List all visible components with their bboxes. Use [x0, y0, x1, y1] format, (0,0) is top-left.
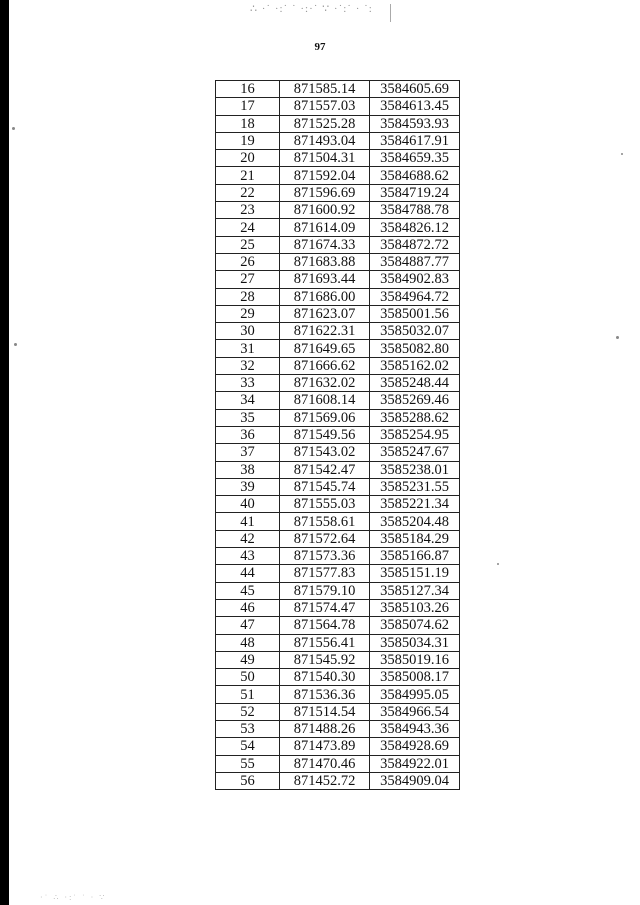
- y-coordinate-cell: 3584659.35: [370, 150, 460, 167]
- x-coordinate-cell: 871556.41: [280, 634, 370, 651]
- table-row: [216, 288, 460, 305]
- x-coordinate-cell: 871452.72: [280, 772, 370, 789]
- scan-speck: [621, 153, 623, 155]
- table-row: [216, 755, 460, 772]
- table-row: [216, 669, 460, 686]
- y-coordinate-cell: 3584887.77: [370, 253, 460, 270]
- point-number-cell: 56: [216, 772, 280, 789]
- scan-speck: [14, 343, 17, 346]
- point-number-cell: 33: [216, 375, 280, 392]
- y-coordinate-cell: 3584617.91: [370, 132, 460, 149]
- point-number-cell: 28: [216, 288, 280, 305]
- y-coordinate-cell: 3584966.54: [370, 703, 460, 720]
- table-row: [216, 651, 460, 668]
- table-row: [216, 599, 460, 616]
- point-number-cell: 50: [216, 669, 280, 686]
- point-number-cell: 45: [216, 582, 280, 599]
- x-coordinate-cell: 871543.02: [280, 444, 370, 461]
- table-row: [216, 150, 460, 167]
- table-row: [216, 409, 460, 426]
- y-coordinate-cell: 3585254.95: [370, 426, 460, 443]
- y-coordinate-cell: 3584826.12: [370, 219, 460, 236]
- table-row: [216, 496, 460, 513]
- point-number-cell: 20: [216, 150, 280, 167]
- table-row: [216, 582, 460, 599]
- x-coordinate-cell: 871536.36: [280, 686, 370, 703]
- table-row: [216, 167, 460, 184]
- x-coordinate-cell: 871632.02: [280, 375, 370, 392]
- point-number-cell: 40: [216, 496, 280, 513]
- x-coordinate-cell: 871573.36: [280, 548, 370, 565]
- table-row: [216, 132, 460, 149]
- table-row: [216, 720, 460, 737]
- table-row: [216, 426, 460, 443]
- scan-speck: [616, 336, 619, 339]
- x-coordinate-cell: 871545.74: [280, 478, 370, 495]
- x-coordinate-cell: 871542.47: [280, 461, 370, 478]
- x-coordinate-cell: 871614.09: [280, 219, 370, 236]
- y-coordinate-cell: 3584995.05: [370, 686, 460, 703]
- x-coordinate-cell: 871577.83: [280, 565, 370, 582]
- table-row: [216, 115, 460, 132]
- x-coordinate-cell: 871596.69: [280, 184, 370, 201]
- point-number-cell: 21: [216, 167, 280, 184]
- point-number-cell: 55: [216, 755, 280, 772]
- table-row: [216, 323, 460, 340]
- x-coordinate-cell: 871574.47: [280, 599, 370, 616]
- y-coordinate-cell: 3584593.93: [370, 115, 460, 132]
- y-coordinate-cell: 3585166.87: [370, 548, 460, 565]
- table-row: [216, 375, 460, 392]
- point-number-cell: 18: [216, 115, 280, 132]
- y-coordinate-cell: 3585162.02: [370, 357, 460, 374]
- scan-speck: [497, 563, 499, 565]
- point-number-cell: 32: [216, 357, 280, 374]
- y-coordinate-cell: 3585221.34: [370, 496, 460, 513]
- point-number-cell: 27: [216, 271, 280, 288]
- point-number-cell: 53: [216, 720, 280, 737]
- x-coordinate-cell: 871686.00: [280, 288, 370, 305]
- x-coordinate-cell: 871569.06: [280, 409, 370, 426]
- scan-header-noise: ∴ ·˙ ·:˙ ˙ ·:·˙ ∵ ·˙:˙ · ˙:: [250, 2, 400, 24]
- point-number-cell: 34: [216, 392, 280, 409]
- table-row: [216, 357, 460, 374]
- x-coordinate-cell: 871504.31: [280, 150, 370, 167]
- table-row: [216, 530, 460, 547]
- x-coordinate-cell: 871557.03: [280, 98, 370, 115]
- y-coordinate-cell: 3584719.24: [370, 184, 460, 201]
- y-coordinate-cell: 3585184.29: [370, 530, 460, 547]
- x-coordinate-cell: 871579.10: [280, 582, 370, 599]
- y-coordinate-cell: 3585288.62: [370, 409, 460, 426]
- point-number-cell: 41: [216, 513, 280, 530]
- y-coordinate-cell: 3585247.67: [370, 444, 460, 461]
- y-coordinate-cell: 3585032.07: [370, 323, 460, 340]
- x-coordinate-cell: 871649.65: [280, 340, 370, 357]
- y-coordinate-cell: 3585231.55: [370, 478, 460, 495]
- table-row: [216, 738, 460, 755]
- point-number-cell: 43: [216, 548, 280, 565]
- table-row: [216, 461, 460, 478]
- x-coordinate-cell: 871525.28: [280, 115, 370, 132]
- point-number-cell: 37: [216, 444, 280, 461]
- table-row: [216, 98, 460, 115]
- scan-left-edge: [0, 0, 9, 905]
- point-number-cell: 19: [216, 132, 280, 149]
- table-row: [216, 202, 460, 219]
- y-coordinate-cell: 3585248.44: [370, 375, 460, 392]
- y-coordinate-cell: 3584902.83: [370, 271, 460, 288]
- table-row: [216, 513, 460, 530]
- table-row: [216, 184, 460, 201]
- x-coordinate-cell: 871540.30: [280, 669, 370, 686]
- y-coordinate-cell: 3584909.04: [370, 772, 460, 789]
- point-number-cell: 17: [216, 98, 280, 115]
- point-number-cell: 51: [216, 686, 280, 703]
- point-number-cell: 39: [216, 478, 280, 495]
- y-coordinate-cell: 3585127.34: [370, 582, 460, 599]
- x-coordinate-cell: 871674.33: [280, 236, 370, 253]
- y-coordinate-cell: 3585151.19: [370, 565, 460, 582]
- table-row: [216, 634, 460, 651]
- y-coordinate-cell: 3585034.31: [370, 634, 460, 651]
- y-coordinate-cell: 3585074.62: [370, 617, 460, 634]
- point-number-cell: 36: [216, 426, 280, 443]
- point-number-cell: 24: [216, 219, 280, 236]
- x-coordinate-cell: 871470.46: [280, 755, 370, 772]
- table-row: [216, 271, 460, 288]
- page-number: 97: [314, 41, 326, 53]
- table-row: [216, 548, 460, 565]
- y-coordinate-cell: 3584872.72: [370, 236, 460, 253]
- point-number-cell: 47: [216, 617, 280, 634]
- table-row: [216, 81, 460, 98]
- table-row: [216, 565, 460, 582]
- x-coordinate-cell: 871666.62: [280, 357, 370, 374]
- x-coordinate-cell: 871592.04: [280, 167, 370, 184]
- point-number-cell: 52: [216, 703, 280, 720]
- table-row: [216, 219, 460, 236]
- y-coordinate-cell: 3584928.69: [370, 738, 460, 755]
- point-number-cell: 42: [216, 530, 280, 547]
- y-coordinate-cell: 3584613.45: [370, 98, 460, 115]
- x-coordinate-cell: 871623.07: [280, 305, 370, 322]
- y-coordinate-cell: 3584922.01: [370, 755, 460, 772]
- x-coordinate-cell: 871600.92: [280, 202, 370, 219]
- point-number-cell: 44: [216, 565, 280, 582]
- table-row: [216, 305, 460, 322]
- table-row: [216, 772, 460, 789]
- y-coordinate-cell: 3584605.69: [370, 81, 460, 98]
- x-coordinate-cell: 871488.26: [280, 720, 370, 737]
- point-number-cell: 25: [216, 236, 280, 253]
- x-coordinate-cell: 871683.88: [280, 253, 370, 270]
- x-coordinate-cell: 871555.03: [280, 496, 370, 513]
- coordinates-table: [215, 80, 460, 790]
- x-coordinate-cell: 871608.14: [280, 392, 370, 409]
- x-coordinate-cell: 871549.56: [280, 426, 370, 443]
- table-row: [216, 703, 460, 720]
- point-number-cell: 23: [216, 202, 280, 219]
- point-number-cell: 31: [216, 340, 280, 357]
- y-coordinate-cell: 3584943.36: [370, 720, 460, 737]
- table-row: [216, 444, 460, 461]
- table-row: [216, 478, 460, 495]
- table-row: [216, 392, 460, 409]
- table-row: [216, 340, 460, 357]
- coordinates-table-body: [216, 81, 460, 790]
- y-coordinate-cell: 3585019.16: [370, 651, 460, 668]
- y-coordinate-cell: 3585103.26: [370, 599, 460, 616]
- x-coordinate-cell: 871473.89: [280, 738, 370, 755]
- scan-footer-noise: ·˙ ∴ ·:˙ ˙ · ∵: [40, 893, 107, 901]
- point-number-cell: 16: [216, 81, 280, 98]
- x-coordinate-cell: 871493.04: [280, 132, 370, 149]
- table-row: [216, 253, 460, 270]
- y-coordinate-cell: 3585082.80: [370, 340, 460, 357]
- y-coordinate-cell: 3585204.48: [370, 513, 460, 530]
- y-coordinate-cell: 3585008.17: [370, 669, 460, 686]
- point-number-cell: 54: [216, 738, 280, 755]
- y-coordinate-cell: 3585269.46: [370, 392, 460, 409]
- scan-speck: [12, 127, 15, 130]
- point-number-cell: 22: [216, 184, 280, 201]
- table-row: [216, 686, 460, 703]
- x-coordinate-cell: 871558.61: [280, 513, 370, 530]
- x-coordinate-cell: 871514.54: [280, 703, 370, 720]
- point-number-cell: 38: [216, 461, 280, 478]
- point-number-cell: 30: [216, 323, 280, 340]
- point-number-cell: 26: [216, 253, 280, 270]
- point-number-cell: 29: [216, 305, 280, 322]
- point-number-cell: 49: [216, 651, 280, 668]
- point-number-cell: 35: [216, 409, 280, 426]
- x-coordinate-cell: 871564.78: [280, 617, 370, 634]
- table-row: [216, 617, 460, 634]
- y-coordinate-cell: 3584964.72: [370, 288, 460, 305]
- point-number-cell: 48: [216, 634, 280, 651]
- x-coordinate-cell: 871622.31: [280, 323, 370, 340]
- x-coordinate-cell: 871693.44: [280, 271, 370, 288]
- point-number-cell: 46: [216, 599, 280, 616]
- x-coordinate-cell: 871572.64: [280, 530, 370, 547]
- y-coordinate-cell: 3585001.56: [370, 305, 460, 322]
- y-coordinate-cell: 3584788.78: [370, 202, 460, 219]
- x-coordinate-cell: 871545.92: [280, 651, 370, 668]
- x-coordinate-cell: 871585.14: [280, 81, 370, 98]
- y-coordinate-cell: 3584688.62: [370, 167, 460, 184]
- table-row: [216, 236, 460, 253]
- y-coordinate-cell: 3585238.01: [370, 461, 460, 478]
